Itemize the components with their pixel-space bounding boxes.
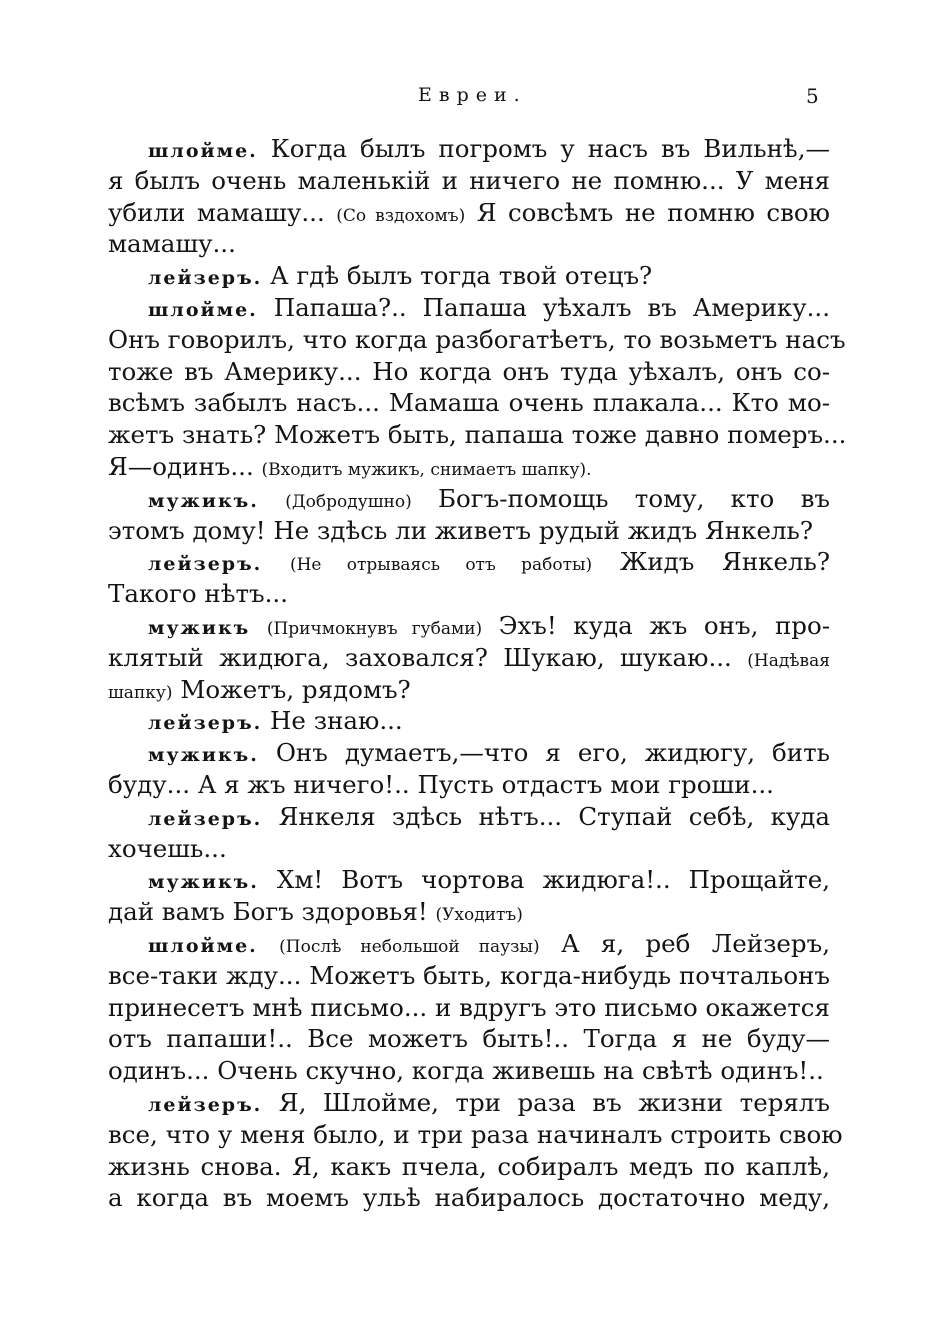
dialogue-text: Я, Шлойме, три раза въ жизни терялъ bbox=[262, 1087, 830, 1117]
dialogue-text: Эхъ! куда жъ онъ, про- bbox=[482, 610, 830, 640]
dialogue-text: Онъ думаетъ,—что я его, жидюгу, бить bbox=[258, 738, 830, 768]
text-line bbox=[108, 387, 830, 419]
text-line bbox=[108, 419, 847, 451]
speaker-name: лейзеръ. bbox=[148, 712, 263, 735]
dialogue-text: тоже въ Америку... Но когда онъ туда уѣхалъ, онъ со- bbox=[108, 356, 830, 386]
text-line bbox=[108, 1055, 830, 1087]
stage-direction: (Входитъ мужикъ, снимаетъ шапку). bbox=[261, 459, 592, 480]
text-line bbox=[108, 1119, 843, 1151]
text-line bbox=[108, 165, 830, 197]
stage-direction: (Не отрываясь отъ работы) bbox=[289, 555, 593, 576]
speaker-name: лейзеръ. bbox=[148, 553, 263, 576]
dialogue-text: Богъ-помощь тому, кто въ bbox=[411, 483, 830, 513]
text-line bbox=[108, 960, 830, 992]
stage-direction: (Уходитъ) bbox=[435, 905, 523, 926]
page-number: 5 bbox=[806, 84, 819, 108]
dialogue-text: дай вамъ Богъ здоровья! bbox=[108, 897, 436, 927]
dialogue-text: Такого нѣтъ... bbox=[108, 579, 288, 609]
stage-direction: (Послѣ небольшой паузы) bbox=[279, 936, 540, 957]
dialogue-text: клятый жидюга, заховался? Шукаю, шукаю... bbox=[108, 642, 748, 672]
text-line bbox=[108, 260, 830, 292]
dialogue-text: принесетъ мнѣ письмо... и вдругъ это письмо окажется bbox=[108, 992, 830, 1022]
dialogue-text: хочешь... bbox=[108, 833, 227, 863]
dialogue-text: Не знаю... bbox=[262, 706, 403, 736]
speaker-name: шлойме. bbox=[148, 934, 258, 957]
play-text bbox=[108, 133, 847, 1214]
text-line bbox=[108, 992, 830, 1024]
text-line bbox=[108, 133, 830, 165]
speaker-name: шлойме. bbox=[148, 140, 258, 162]
dialogue-text: все-таки жду... Можетъ быть, когда-нибудь почтальонъ bbox=[108, 960, 830, 990]
dialogue-text: все, что у меня было, и три раза начиналъ строить свою bbox=[108, 1119, 843, 1149]
speaker-name: лейзеръ. bbox=[148, 1093, 263, 1116]
text-line bbox=[108, 228, 830, 260]
dialogue-text: всѣмъ забылъ насъ... Мамаша очень плакала... Кто мо- bbox=[108, 388, 830, 418]
text-line bbox=[108, 324, 846, 356]
text-line bbox=[108, 674, 830, 706]
dialogue-text: Онъ говорилъ, что когда разбогатѣетъ, то возьметъ насъ bbox=[108, 324, 846, 354]
dialogue-text bbox=[259, 484, 285, 513]
dialogue-text: а когда въ моемъ ульѣ набиралось достаточно меду, bbox=[108, 1183, 830, 1213]
running-title: Евреи. bbox=[418, 84, 527, 106]
text-line bbox=[108, 642, 830, 674]
dialogue-text: Я совсѣмъ не помню свою bbox=[465, 197, 830, 227]
dialogue-text: убили мамашу... bbox=[108, 197, 337, 227]
text-line bbox=[108, 864, 830, 896]
dialogue-text: Хм! Вотъ чортова жидюга!.. Прощайте, bbox=[258, 865, 830, 895]
speaker-name: мужикъ bbox=[148, 616, 251, 639]
stage-direction: (Надѣвая bbox=[747, 650, 830, 671]
speaker-name: шлойме. bbox=[148, 298, 258, 321]
speaker-name: мужикъ. bbox=[148, 871, 259, 894]
text-line bbox=[108, 356, 830, 388]
text-line bbox=[108, 451, 830, 483]
text-line bbox=[108, 1087, 830, 1119]
text-line bbox=[108, 1151, 830, 1183]
dialogue-text bbox=[250, 611, 267, 640]
speaker-name: лейзеръ. bbox=[148, 267, 263, 290]
text-line bbox=[108, 1023, 830, 1055]
text-line bbox=[108, 769, 830, 801]
text-line bbox=[108, 515, 830, 547]
dialogue-text: этомъ дому! Не здѣсь ли живетъ рудый жидъ Янкель? bbox=[108, 515, 813, 545]
dialogue-text: Папаша?.. Папаша уѣхалъ въ Америку... bbox=[257, 292, 830, 322]
dialogue-text: я былъ очень маленькій и ничего не помню... У меня bbox=[108, 165, 830, 195]
stage-direction: шапку) bbox=[108, 682, 173, 703]
dialogue-text: мамашу... bbox=[108, 229, 236, 259]
stage-direction: (Причмокнувъ губами) bbox=[266, 618, 483, 639]
dialogue-text: буду... А я жъ ничего!.. Пусть отдастъ мои гроши... bbox=[108, 769, 774, 799]
stage-direction: (Со вздохомъ) bbox=[336, 205, 466, 226]
dialogue-text: Янкеля здѣсь нѣтъ... Ступай себѣ, куда bbox=[262, 801, 830, 831]
dialogue-text: отъ папаши!.. Все можетъ быть!.. Тогда я не буду— bbox=[108, 1024, 830, 1054]
page-header bbox=[0, 84, 936, 114]
speaker-name: лейзеръ. bbox=[148, 807, 263, 830]
speaker-name: мужикъ. bbox=[148, 744, 259, 767]
text-line bbox=[108, 197, 830, 229]
speaker-name: мужикъ. bbox=[148, 489, 259, 512]
stage-direction: (Добродушно) bbox=[285, 491, 412, 512]
dialogue-text: жизнь снова. Я, какъ пчела, собиралъ медъ по каплѣ, bbox=[108, 1151, 830, 1181]
text-line bbox=[108, 896, 830, 928]
dialogue-text: жетъ знать? Можетъ быть, папаша тоже давно померъ... bbox=[108, 420, 847, 450]
text-line bbox=[108, 801, 830, 833]
text-line bbox=[108, 705, 830, 737]
dialogue-text: Жидъ Янкель? bbox=[592, 547, 830, 577]
text-line bbox=[108, 833, 830, 865]
dialogue-text bbox=[262, 547, 290, 576]
dialogue-text: Я—одинъ... bbox=[108, 451, 262, 481]
dialogue-text: Когда былъ погромъ у насъ въ Вильнѣ,— bbox=[257, 134, 830, 163]
text-line bbox=[108, 292, 830, 324]
dialogue-text: А гдѣ былъ тогда твой отецъ? bbox=[262, 261, 653, 291]
text-line bbox=[108, 483, 830, 515]
text-line bbox=[108, 1182, 830, 1214]
text-line bbox=[108, 737, 830, 769]
dialogue-text: Можетъ, рядомъ? bbox=[172, 674, 411, 704]
dialogue-text: А я, реб Лейзеръ, bbox=[539, 928, 830, 958]
text-line bbox=[108, 546, 830, 578]
text-line bbox=[108, 610, 830, 642]
text-line bbox=[108, 928, 830, 960]
text-line bbox=[108, 578, 830, 610]
dialogue-text: одинъ... Очень скучно, когда живешь на свѣтѣ одинъ!.. bbox=[108, 1056, 824, 1086]
dialogue-text bbox=[258, 929, 279, 958]
